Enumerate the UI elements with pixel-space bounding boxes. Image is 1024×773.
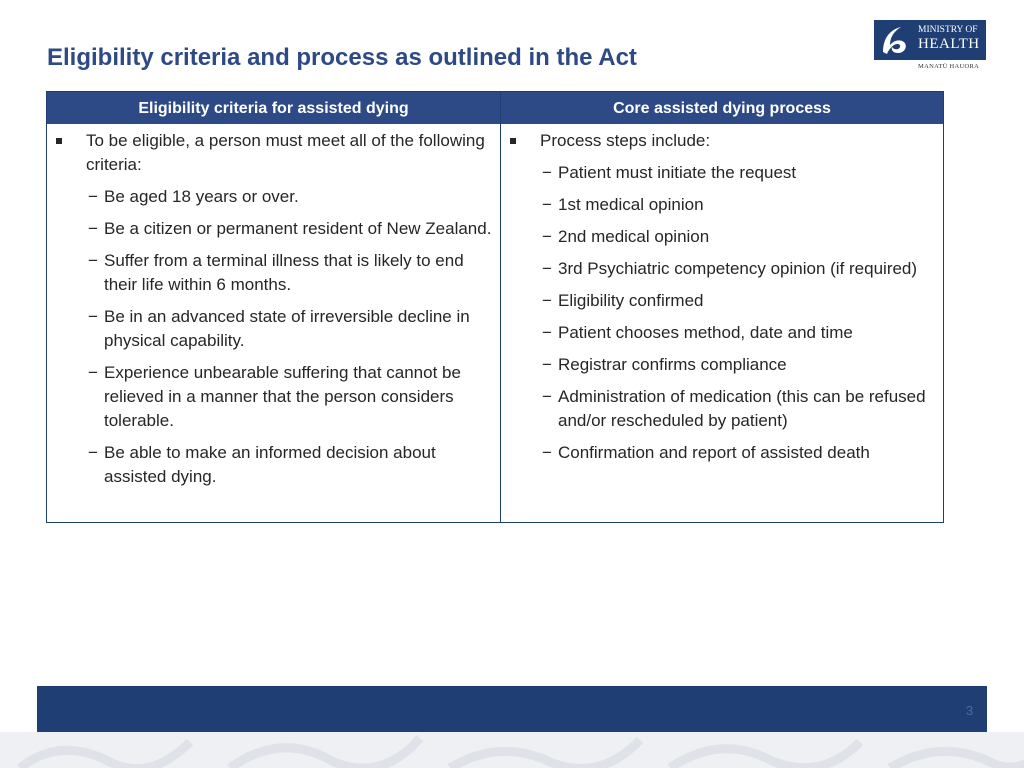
- eligibility-bullet: [47, 129, 500, 177]
- process-step-text: Eligibility confirmed: [558, 291, 704, 310]
- logo-line-2: HEALTH: [918, 36, 980, 52]
- process-step-text: 3rd Psychiatric competency opinion (if required): [558, 259, 918, 278]
- process-step-text: Patient must initiate the request: [558, 163, 797, 182]
- ministry-of-health-logo: [874, 20, 986, 72]
- eligibility-item: [47, 305, 500, 353]
- dash-icon: −: [88, 187, 98, 206]
- footer-pattern-band: [0, 732, 1024, 768]
- dash-icon: −: [542, 387, 552, 406]
- eligibility-item: [47, 249, 500, 297]
- eligibility-item-text: Be able to make an informed decision about assisted dying.: [104, 443, 436, 486]
- eligibility-item: [47, 441, 500, 489]
- koru-logo-icon: [877, 23, 911, 57]
- dash-icon: −: [88, 219, 98, 238]
- dash-icon: −: [542, 323, 552, 342]
- process-step-text: Administration of medication (this can be refused and/or rescheduled by patient): [558, 387, 926, 430]
- process-step: [501, 353, 943, 377]
- dash-icon: −: [542, 163, 552, 182]
- process-step: [501, 193, 943, 217]
- process-body: [501, 124, 943, 465]
- dash-icon: −: [88, 251, 98, 270]
- square-bullet-icon: [56, 138, 62, 144]
- eligibility-bullet-text: To be eligible, a person must meet all of the following criteria:: [86, 131, 485, 174]
- process-step: [501, 441, 943, 465]
- square-bullet-icon: [510, 138, 516, 144]
- process-step-text: Registrar confirms compliance: [558, 355, 787, 374]
- process-step: [501, 321, 943, 345]
- dash-icon: −: [88, 363, 98, 382]
- process-step-text: Patient chooses method, date and time: [558, 323, 853, 342]
- logo-box: [874, 20, 986, 60]
- slide-footer: [0, 686, 1024, 768]
- eligibility-item-text: Experience unbearable suffering that cannot be relieved in a manner that the person considers tolerable.: [104, 363, 461, 430]
- eligibility-body: [47, 124, 500, 489]
- dash-icon: −: [542, 443, 552, 462]
- process-step: [501, 225, 943, 249]
- eligibility-item: [47, 361, 500, 433]
- eligibility-item: [47, 185, 500, 209]
- process-column: [501, 92, 943, 522]
- logo-line-3: MANATŪ HAUORA: [918, 63, 980, 70]
- process-step: [501, 289, 943, 313]
- eligibility-item-text: Suffer from a terminal illness that is likely to end their life within 6 months.: [104, 251, 464, 294]
- koru-pattern-decoration: [0, 732, 1024, 768]
- process-step: [501, 257, 943, 281]
- criteria-table: [46, 91, 944, 523]
- dash-icon: −: [542, 259, 552, 278]
- process-step-text: Confirmation and report of assisted death: [558, 443, 870, 462]
- dash-icon: −: [542, 355, 552, 374]
- eligibility-header: Eligibility criteria for assisted dying: [47, 92, 500, 124]
- eligibility-item-text: Be a citizen or permanent resident of New Zealand.: [104, 219, 492, 238]
- dash-icon: −: [88, 443, 98, 462]
- eligibility-column: [47, 92, 501, 522]
- page-title: Eligibility criteria and process as outlined in the Act: [47, 44, 637, 71]
- dash-icon: −: [542, 291, 552, 310]
- eligibility-item-text: Be in an advanced state of irreversible decline in physical capability.: [104, 307, 470, 350]
- process-step: [501, 161, 943, 185]
- process-step-text: 1st medical opinion: [558, 195, 704, 214]
- dash-icon: −: [542, 227, 552, 246]
- footer-band: [37, 686, 987, 732]
- logo-line-1: MINISTRY OF: [918, 25, 978, 35]
- process-step: [501, 385, 943, 433]
- dash-icon: −: [88, 307, 98, 326]
- dash-icon: −: [542, 195, 552, 214]
- process-bullet-text: Process steps include:: [540, 131, 711, 150]
- process-step-text: 2nd medical opinion: [558, 227, 710, 246]
- process-header: Core assisted dying process: [501, 92, 943, 124]
- eligibility-item: [47, 217, 500, 241]
- page-number: 3: [966, 703, 974, 718]
- eligibility-item-text: Be aged 18 years or over.: [104, 187, 299, 206]
- process-bullet: [501, 129, 943, 153]
